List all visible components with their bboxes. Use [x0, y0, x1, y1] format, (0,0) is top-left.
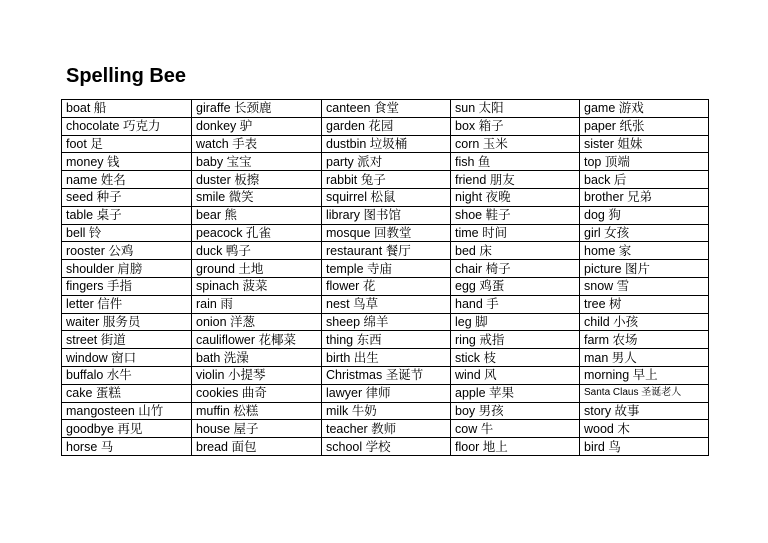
table-cell: duck 鸭子 [192, 242, 322, 260]
table-cell: rain 雨 [192, 295, 322, 313]
table-cell: wood 木 [580, 420, 709, 438]
table-cell: milk 牛奶 [322, 402, 451, 420]
table-cell: temple 寺庙 [322, 260, 451, 278]
table-cell: name 姓名 [62, 171, 192, 189]
vocabulary-table [61, 99, 709, 456]
table-cell: morning 早上 [580, 366, 709, 384]
table-cell: dog 狗 [580, 206, 709, 224]
table-cell: floor 地上 [451, 438, 580, 456]
table-row [62, 117, 709, 135]
table-cell: hand 手 [451, 295, 580, 313]
table-cell: chocolate 巧克力 [62, 117, 192, 135]
page-title: Spelling Bee [66, 65, 187, 87]
table-cell: library 图书馆 [322, 206, 451, 224]
table-cell: smile 微笑 [192, 188, 322, 206]
table-cell: bear 熊 [192, 206, 322, 224]
table-row [62, 366, 709, 384]
table-cell: canteen 食堂 [322, 100, 451, 118]
table-cell: foot 足 [62, 135, 192, 153]
table-cell: fish 鱼 [451, 153, 580, 171]
table-cell: Santa Claus 圣诞老人 [580, 384, 709, 402]
table-cell: snow 雪 [580, 277, 709, 295]
table-cell: lawyer 律师 [322, 384, 451, 402]
table-cell: buffalo 水牛 [62, 366, 192, 384]
table-cell: tree 树 [580, 295, 709, 313]
table-cell: goodbye 再见 [62, 420, 192, 438]
table-cell: boat 船 [62, 100, 192, 118]
table-row [62, 135, 709, 153]
table-cell: seed 种子 [62, 188, 192, 206]
table-cell: cake 蛋糕 [62, 384, 192, 402]
table-cell: corn 玉米 [451, 135, 580, 153]
table-cell: girl 女孩 [580, 224, 709, 242]
table-cell: box 箱子 [451, 117, 580, 135]
table-cell: teacher 教师 [322, 420, 451, 438]
table-cell: nest 鸟草 [322, 295, 451, 313]
table-cell: garden 花园 [322, 117, 451, 135]
table-cell: flower 花 [322, 277, 451, 295]
table-cell: egg 鸡蛋 [451, 277, 580, 295]
table-cell: mosque 回教堂 [322, 224, 451, 242]
table-cell: sun 太阳 [451, 100, 580, 118]
table-cell: peacock 孔雀 [192, 224, 322, 242]
table-cell: friend 朋友 [451, 171, 580, 189]
table-cell: cookies 曲奇 [192, 384, 322, 402]
table-row [62, 349, 709, 367]
table-cell: back 后 [580, 171, 709, 189]
table-cell: child 小孩 [580, 313, 709, 331]
table-row [62, 313, 709, 331]
table-cell: table 桌子 [62, 206, 192, 224]
table-cell: street 街道 [62, 331, 192, 349]
table-cell: chair 椅子 [451, 260, 580, 278]
table-cell: watch 手表 [192, 135, 322, 153]
table-cell: fingers 手指 [62, 277, 192, 295]
table-cell: dustbin 垃圾桶 [322, 135, 451, 153]
table-row [62, 171, 709, 189]
table-cell: brother 兄弟 [580, 188, 709, 206]
table-cell: mangosteen 山竹 [62, 402, 192, 420]
table-cell: paper 纸张 [580, 117, 709, 135]
table-cell: game 游戏 [580, 100, 709, 118]
table-cell: party 派对 [322, 153, 451, 171]
table-cell: time 时间 [451, 224, 580, 242]
table-cell: waiter 服务员 [62, 313, 192, 331]
table-cell: bath 洗澡 [192, 349, 322, 367]
table-row [62, 420, 709, 438]
table-cell: bread 面包 [192, 438, 322, 456]
table-row [62, 260, 709, 278]
table-row [62, 384, 709, 402]
table-cell: ground 土地 [192, 260, 322, 278]
table-cell: muffin 松糕 [192, 402, 322, 420]
table-cell: birth 出生 [322, 349, 451, 367]
table-cell: farm 农场 [580, 331, 709, 349]
table-cell: boy 男孩 [451, 402, 580, 420]
table-cell: sister 姐妹 [580, 135, 709, 153]
table-cell: squirrel 松鼠 [322, 188, 451, 206]
table-row [62, 153, 709, 171]
table-cell: bed 床 [451, 242, 580, 260]
table-cell: stick 枝 [451, 349, 580, 367]
table-cell: window 窗口 [62, 349, 192, 367]
table-cell: sheep 绵羊 [322, 313, 451, 331]
table-cell: man 男人 [580, 349, 709, 367]
table-cell: cauliflower 花椰菜 [192, 331, 322, 349]
table-cell: Christmas 圣诞节 [322, 366, 451, 384]
table-cell: thing 东西 [322, 331, 451, 349]
table-row [62, 100, 709, 118]
table-cell: cow 牛 [451, 420, 580, 438]
table-cell: horse 马 [62, 438, 192, 456]
table-cell: onion 洋葱 [192, 313, 322, 331]
table-cell: picture 图片 [580, 260, 709, 278]
table-cell: story 故事 [580, 402, 709, 420]
table-cell: letter 信件 [62, 295, 192, 313]
table-cell: wind 风 [451, 366, 580, 384]
table-cell: spinach 菠菜 [192, 277, 322, 295]
table-cell: rooster 公鸡 [62, 242, 192, 260]
table-row [62, 206, 709, 224]
table-row [62, 242, 709, 260]
table-cell: restaurant 餐厅 [322, 242, 451, 260]
table-cell: top 顶端 [580, 153, 709, 171]
table-cell: night 夜晚 [451, 188, 580, 206]
table-row [62, 188, 709, 206]
table-cell: school 学校 [322, 438, 451, 456]
table-cell: bell 铃 [62, 224, 192, 242]
table-cell: money 钱 [62, 153, 192, 171]
table-cell: shoe 鞋子 [451, 206, 580, 224]
table-row [62, 224, 709, 242]
table-cell: bird 鸟 [580, 438, 709, 456]
table-row [62, 331, 709, 349]
table-row [62, 277, 709, 295]
table-row [62, 295, 709, 313]
table-cell: giraffe 长颈鹿 [192, 100, 322, 118]
table-cell: violin 小提琴 [192, 366, 322, 384]
table-row [62, 438, 709, 456]
vocabulary-table-body [62, 100, 709, 456]
table-cell: ring 戒指 [451, 331, 580, 349]
table-cell: baby 宝宝 [192, 153, 322, 171]
table-cell: apple 苹果 [451, 384, 580, 402]
table-cell: shoulder 肩膀 [62, 260, 192, 278]
table-cell: leg 脚 [451, 313, 580, 331]
table-cell: home 家 [580, 242, 709, 260]
table-row [62, 402, 709, 420]
table-cell: donkey 驴 [192, 117, 322, 135]
table-cell: rabbit 兔子 [322, 171, 451, 189]
table-cell: house 屋子 [192, 420, 322, 438]
table-cell: duster 板擦 [192, 171, 322, 189]
